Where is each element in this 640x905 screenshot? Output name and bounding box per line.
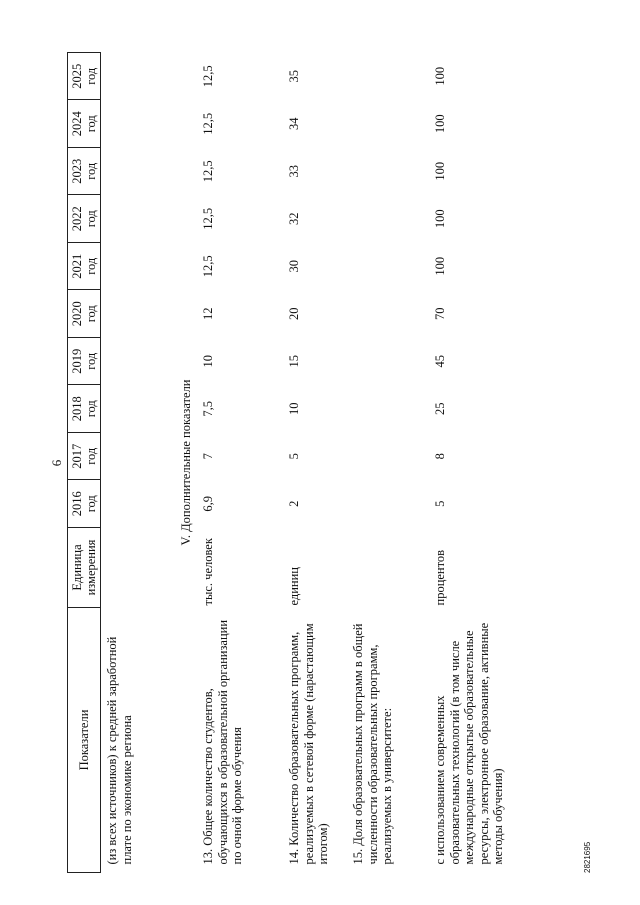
value-cell (351, 148, 433, 196)
value-cell: 7,5 (201, 400, 215, 417)
unit-cell (351, 528, 433, 608)
value-cell: 100 (433, 209, 447, 229)
page-id: 2821695 (583, 841, 592, 873)
indicators-table (67, 52, 545, 873)
header-year (68, 338, 101, 386)
value-cell: 12,5 (201, 160, 215, 183)
header-year (68, 385, 101, 433)
year-suffix: год (84, 210, 98, 228)
unit-cell: тыс. человек (201, 538, 215, 606)
value-cell (351, 338, 433, 386)
page-number: 6 (49, 459, 64, 467)
value-cell (351, 243, 433, 291)
table-row (351, 53, 433, 873)
rotated-page (50, 53, 610, 873)
header-year (68, 480, 101, 528)
value-cell: 35 (287, 70, 301, 83)
continuation-text: (из всех источников) к средней заработной плате по экономике региона (105, 636, 134, 865)
header-year (68, 433, 101, 481)
value-cell: 8 (433, 453, 447, 460)
value-cell: 45 (433, 355, 447, 368)
value-cell: 33 (287, 165, 301, 178)
unit-cell: процентов (433, 549, 447, 606)
value-cell: 7 (201, 453, 215, 460)
value-cell: 12,5 (201, 112, 215, 135)
value-cell (351, 195, 433, 243)
header-year (68, 290, 101, 338)
year-suffix: год (84, 400, 98, 418)
year-suffix: год (84, 67, 98, 85)
value-cell (351, 480, 433, 528)
indicator-cell: 13. Общее количество студентов, обучающихся в образовательной организации по очной форме обучения (201, 619, 244, 865)
value-cell: 12 (201, 307, 215, 320)
year-suffix: год (84, 495, 98, 513)
section-title: V. Дополнительные показатели (178, 379, 193, 546)
year-label: 2019 (69, 348, 84, 374)
header-year (68, 148, 101, 196)
continuation-row (101, 53, 172, 873)
year-suffix: год (84, 257, 98, 275)
value-cell (351, 100, 433, 148)
header-year (68, 100, 101, 148)
year-suffix: год (84, 305, 98, 323)
table-row (287, 53, 351, 873)
value-cell: 34 (287, 117, 301, 130)
year-label: 2018 (69, 396, 84, 422)
year-label: 2022 (69, 206, 84, 232)
value-cell: 15 (287, 355, 301, 368)
value-cell: 70 (433, 307, 447, 320)
unit-cell: единиц (287, 566, 301, 606)
table-row (201, 53, 287, 873)
header-indicator: Показатели (68, 608, 101, 873)
header-year (68, 243, 101, 291)
header-unit-line1: Единица (69, 544, 84, 591)
value-cell: 12,5 (201, 207, 215, 230)
table-row (433, 53, 545, 873)
value-cell: 100 (433, 66, 447, 86)
year-label: 2017 (69, 443, 84, 469)
indicator-cell: 15. Доля образовательных программ в общей численности образовательных программ, реализуемых в университете: (351, 623, 394, 865)
value-cell: 12,5 (201, 255, 215, 278)
value-cell (351, 290, 433, 338)
year-suffix: год (84, 352, 98, 370)
value-cell: 2 (287, 500, 301, 507)
year-suffix: год (84, 447, 98, 465)
year-label: 2020 (69, 301, 84, 327)
value-cell: 6,9 (201, 495, 215, 512)
header-year (68, 53, 101, 101)
year-label: 2025 (69, 63, 84, 89)
year-label: 2023 (69, 158, 84, 184)
value-cell: 32 (287, 212, 301, 225)
header-unit-line2: измерения (84, 539, 98, 596)
value-cell (351, 433, 433, 481)
year-suffix: год (84, 115, 98, 133)
year-label: 2016 (69, 491, 84, 517)
value-cell (351, 53, 433, 101)
indicator-cell: 14. Количество образовательных программ, реализуемых в сетевой форме (нарастающим итогом) (287, 623, 330, 865)
value-cell: 100 (433, 114, 447, 134)
value-cell: 100 (433, 256, 447, 276)
value-cell: 20 (287, 307, 301, 320)
value-cell (351, 385, 433, 433)
year-suffix: год (84, 162, 98, 180)
value-cell: 5 (433, 500, 447, 507)
header-row (68, 53, 101, 873)
value-cell: 100 (433, 161, 447, 181)
value-cell: 10 (287, 402, 301, 415)
value-cell: 25 (433, 402, 447, 415)
indicator-cell: с использованием современных образовательных технологий (в том числе международные открытые образовательные ресурсы, электронное образование, активные методы обучения) (433, 622, 505, 865)
value-cell: 10 (201, 355, 215, 368)
value-cell: 5 (287, 453, 301, 460)
header-unit (68, 528, 101, 608)
header-year (68, 195, 101, 243)
section-row (171, 53, 201, 873)
year-label: 2021 (69, 253, 84, 279)
value-cell: 12,5 (201, 65, 215, 88)
value-cell: 30 (287, 260, 301, 273)
year-label: 2024 (69, 111, 84, 137)
